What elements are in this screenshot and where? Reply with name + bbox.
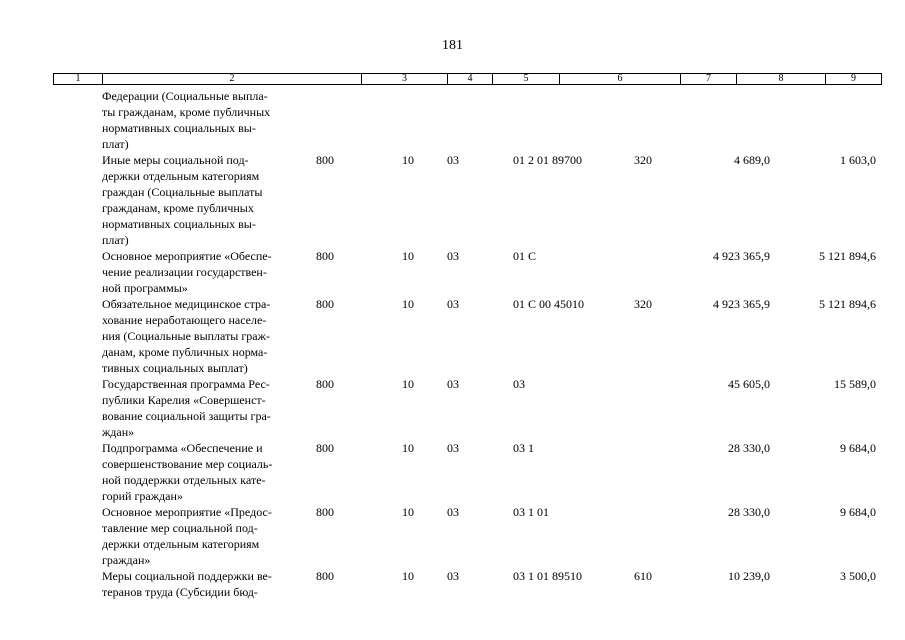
row-name-line: ной программы»: [102, 281, 188, 295]
cell-col-8: 28 330,0: [728, 441, 770, 455]
cell-col-5: 03: [447, 441, 459, 455]
row-name-line: нормативных социальных вы-: [102, 121, 256, 135]
cell-col-8: 28 330,0: [728, 505, 770, 519]
cell-col-3: 800: [316, 249, 334, 263]
cell-col-9: 9 684,0: [840, 505, 876, 519]
row-name-line: Основное мероприятие «Обеспе-: [102, 249, 272, 263]
row-name-line: Иные меры социальной под-: [102, 153, 249, 167]
cell-col-3: 800: [316, 441, 334, 455]
row-name-line: совершенствование мер социаль-: [102, 457, 273, 471]
cell-col-4: 10: [402, 505, 414, 519]
cell-col-3: 800: [316, 297, 334, 311]
row-name: [102, 568, 307, 600]
row-name: [102, 296, 307, 376]
row-name: [102, 440, 307, 504]
row-name: [102, 152, 307, 248]
row-name-line: плат): [102, 137, 129, 151]
cell-col-9: 5 121 894,6: [819, 297, 876, 311]
row-name: [102, 88, 307, 152]
column-header-9: 9: [826, 74, 882, 85]
cell-col-5: 03: [447, 297, 459, 311]
cell-col-6: 03 1: [513, 441, 534, 455]
cell-col-3: 800: [316, 505, 334, 519]
row-name-line: граждан»: [102, 553, 151, 567]
column-header-4: 4: [448, 74, 493, 85]
column-header-1: 1: [54, 74, 103, 85]
cell-col-6: 03 1 01 89510: [513, 569, 582, 583]
row-name-line: тавление мер социальной под-: [102, 521, 258, 535]
row-name-line: чение реализации государствен-: [102, 265, 267, 279]
cell-col-8: 4 923 365,9: [713, 249, 770, 263]
column-header-2: 2: [103, 74, 362, 85]
cell-col-3: 800: [316, 569, 334, 583]
column-header-5: 5: [493, 74, 560, 85]
cell-col-6: 03: [513, 377, 525, 391]
cell-col-9: 9 684,0: [840, 441, 876, 455]
cell-col-9: 1 603,0: [840, 153, 876, 167]
cell-col-6: 01 С 00 45010: [513, 297, 585, 311]
row-name-line: горий граждан»: [102, 489, 183, 503]
row-name-line: Обязательное медицинское стра-: [102, 297, 271, 311]
cell-col-8: 10 239,0: [728, 569, 770, 583]
row-name-line: Государственная программа Рес-: [102, 377, 270, 391]
row-name-line: нормативных социальных вы-: [102, 217, 256, 231]
row-name-line: держки отдельным категориям: [102, 169, 260, 183]
row-name-line: гражданам, кроме публичных: [102, 201, 254, 215]
row-name-line: теранов труда (Субсидии бюд-: [102, 585, 258, 599]
cell-col-4: 10: [402, 441, 414, 455]
row-name: [102, 376, 307, 440]
row-name-line: Подпрограмма «Обеспечение и: [102, 441, 263, 455]
row-name-line: Меры социальной поддержки ве-: [102, 569, 272, 583]
cell-col-8: 4 923 365,9: [713, 297, 770, 311]
column-header-6: 6: [560, 74, 681, 85]
column-header-3: 3: [362, 74, 448, 85]
cell-col-4: 10: [402, 569, 414, 583]
row-name-line: данам, кроме публичных норма-: [102, 345, 268, 359]
column-header-7: 7: [681, 74, 737, 85]
column-header-8: 8: [737, 74, 826, 85]
row-name-line: ной поддержки отдельных кате-: [102, 473, 266, 487]
row-name-line: Основное мероприятие «Предос-: [102, 505, 272, 519]
cell-col-9: 5 121 894,6: [819, 249, 876, 263]
cell-col-6: 01 2 01 89700: [513, 153, 582, 167]
row-name-line: держки отдельным категориям: [102, 537, 260, 551]
page-number: 181: [442, 38, 463, 53]
cell-col-4: 10: [402, 249, 414, 263]
cell-col-4: 10: [402, 153, 414, 167]
cell-col-5: 03: [447, 505, 459, 519]
cell-col-4: 10: [402, 377, 414, 391]
cell-col-7: 320: [634, 153, 652, 167]
cell-col-8: 45 605,0: [728, 377, 770, 391]
cell-col-5: 03: [447, 153, 459, 167]
row-name: [102, 504, 307, 568]
cell-col-7: 320: [634, 297, 652, 311]
cell-col-5: 03: [447, 569, 459, 583]
row-name-line: вование социальной защиты гра-: [102, 409, 271, 423]
row-name-line: публики Карелия «Совершенст-: [102, 393, 266, 407]
row-name-line: ты гражданам, кроме публичных: [102, 105, 271, 119]
row-name-line: плат): [102, 233, 129, 247]
cell-col-7: 610: [634, 569, 652, 583]
row-name-line: Федерации (Социальные выпла-: [102, 89, 268, 103]
cell-col-9: 15 589,0: [834, 377, 876, 391]
row-name-line: ния (Социальные выплаты граж-: [102, 329, 270, 343]
cell-col-3: 800: [316, 377, 334, 391]
cell-col-3: 800: [316, 153, 334, 167]
row-name-line: хование неработающего населе-: [102, 313, 267, 327]
row-name-line: ждан»: [102, 425, 135, 439]
row-name-line: граждан (Социальные выплаты: [102, 185, 263, 199]
cell-col-8: 4 689,0: [734, 153, 770, 167]
row-name: [102, 248, 307, 296]
cell-col-6: 01 С: [513, 249, 537, 263]
cell-col-5: 03: [447, 249, 459, 263]
cell-col-6: 03 1 01: [513, 505, 549, 519]
cell-col-4: 10: [402, 297, 414, 311]
cell-col-9: 3 500,0: [840, 569, 876, 583]
row-name-line: тивных социальных выплат): [102, 361, 248, 375]
cell-col-5: 03: [447, 377, 459, 391]
